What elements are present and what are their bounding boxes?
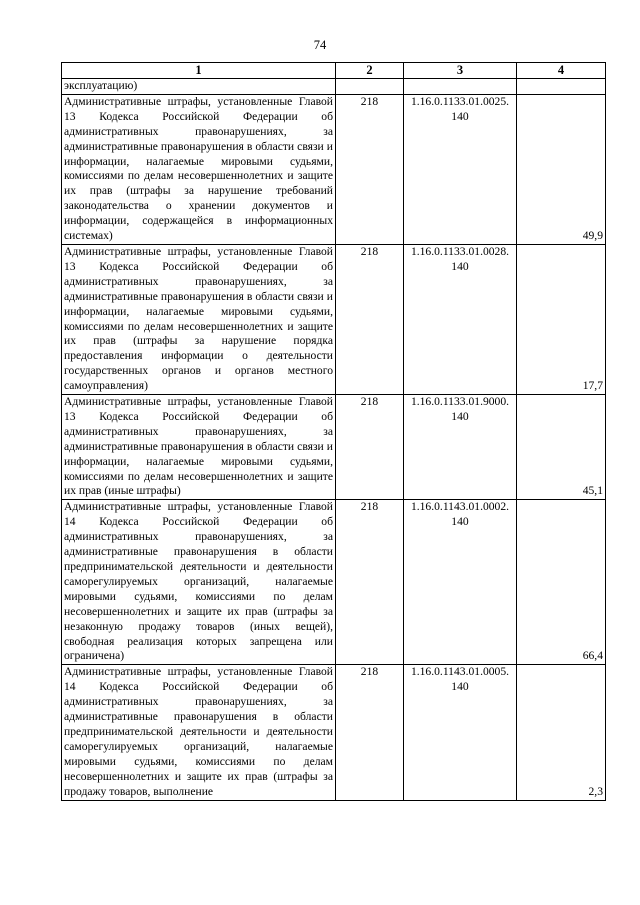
continuation-row [62,79,606,95]
amount-cell: 45,1 [517,395,606,500]
table-header-row [62,63,606,79]
revenue-name-cell: Административные штрафы, установленные Главой 13 Кодекса Российской Федерации об административных правонарушениях, за административные правонарушения в области связи и информации, налагаемые мировыми судьями, комиссиями по делам несовершеннолетних и защите их прав (иные штрафы) [62,395,336,500]
budget-code-cell: 1.16.0.1133.01.9000. 140 [404,395,517,500]
continuation-text: эксплуатацию) [62,79,336,95]
table-row [62,244,606,394]
column-header-2: 2 [336,63,404,79]
column-header-1: 1 [62,63,336,79]
admin-code-cell: 218 [336,500,404,665]
revenue-name-cell: Административные штрафы, установленные Главой 13 Кодекса Российской Федерации об административных правонарушениях, за административные правонарушения в области связи и информации, налагаемые мировыми судьями, комиссиями по делам несовершеннолетних и защите их прав (штрафы за нарушение требований законодательства о хранении документов и информации, содержащейся в информационных системах) [62,94,336,244]
continuation-empty-cell [336,79,404,95]
revenue-name-cell: Административные штрафы, установленные Главой 14 Кодекса Российской Федерации об административных правонарушениях, за административные правонарушения в области предпринимательской деятельности и деятельности саморегулируемых организаций, налагаемые мировыми судьями, комиссиями по делам несовершеннолетних и защите их прав (штрафы за незаконную продажу товаров (иных вещей), свободная реализация которых запрещена или ограничена) [62,500,336,665]
budget-code-cell: 1.16.0.1133.01.0025. 140 [404,94,517,244]
column-header-4: 4 [517,63,606,79]
revenue-name-cell: Административные штрафы, установленные Главой 13 Кодекса Российской Федерации об административных правонарушениях, за административные правонарушения в области связи и информации, налагаемые мировыми судьями, комиссиями по делам несовершеннолетних и защите их прав (штрафы за нарушение порядка предоставления информации о деятельности государственных органов и органов местного самоуправления) [62,244,336,394]
table-row [62,500,606,665]
budget-code-cell: 1.16.0.1143.01.0002. 140 [404,500,517,665]
table-row [62,665,606,800]
revenue-name-cell: Административные штрафы, установленные Главой 14 Кодекса Российской Федерации об административных правонарушениях, за административные правонарушения в области предпринимательской деятельности и деятельности саморегулируемых организаций, налагаемые мировыми судьями, комиссиями по делам несовершеннолетних и защите их прав (штрафы за продажу товаров, выполнение [62,665,336,800]
budget-code-cell: 1.16.0.1143.01.0005. 140 [404,665,517,800]
amount-cell: 49,9 [517,94,606,244]
admin-code-cell: 218 [336,94,404,244]
admin-code-cell: 218 [336,395,404,500]
continuation-empty-cell [517,79,606,95]
amount-cell: 17,7 [517,244,606,394]
admin-code-cell: 218 [336,665,404,800]
table-row [62,395,606,500]
page-number: 74 [313,38,327,52]
continuation-empty-cell [404,79,517,95]
admin-code-cell: 218 [336,244,404,394]
amount-cell: 2,3 [517,665,606,800]
budget-code-cell: 1.16.0.1133.01.0028. 140 [404,244,517,394]
amount-cell: 66,4 [517,500,606,665]
table-row [62,94,606,244]
column-header-3: 3 [404,63,517,79]
budget-revenue-table [61,62,606,801]
